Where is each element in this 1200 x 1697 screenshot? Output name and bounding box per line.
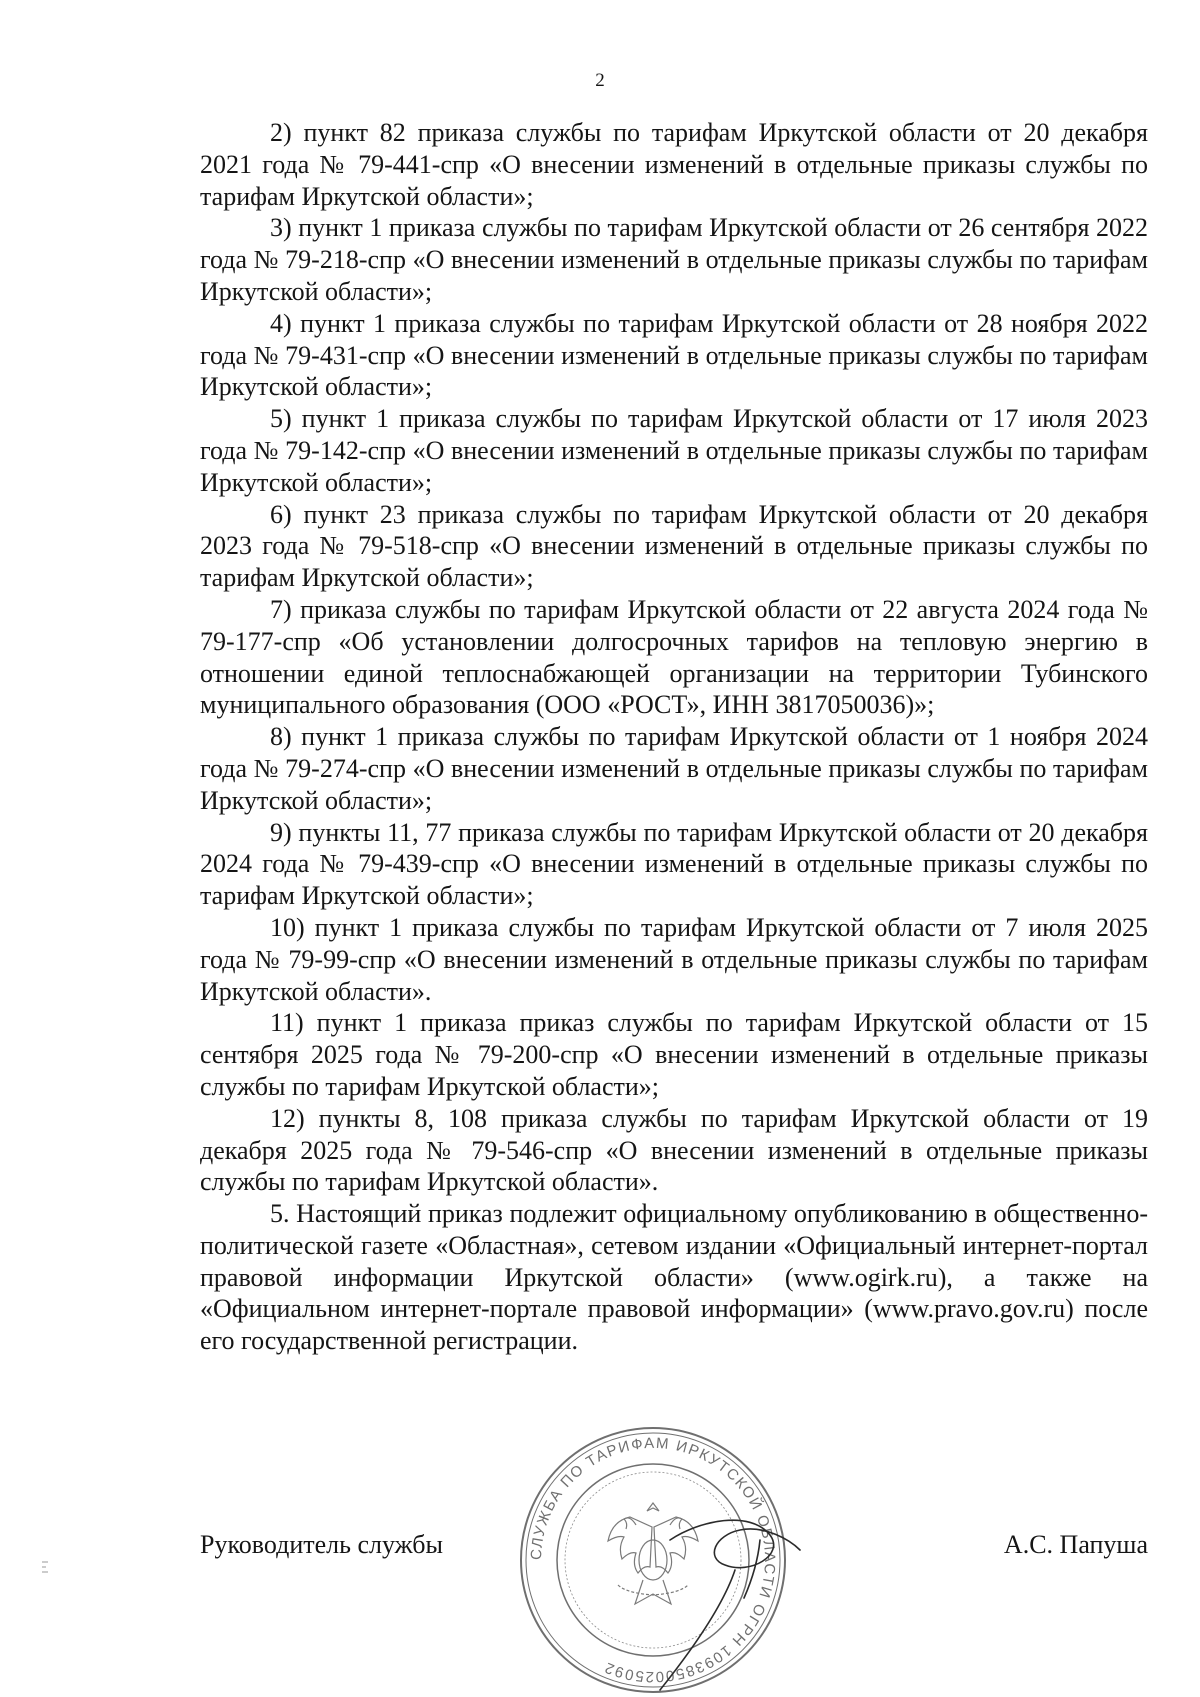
list-item: 8) пункт 1 приказа службы по тарифам Иркутской области от 1 ноября 2024 года № 79-274-спр «О внесении изменений в отдельные приказы службы по тарифам Иркутской области»; [200,722,1148,815]
document-body [200,117,1148,1357]
list-item: 2) пункт 82 приказа службы по тарифам Иркутской области от 20 декабря 2021 года № 79-441-спр «О внесении изменений в отдельные приказы службы по тарифам Иркутской области»; [200,118,1148,211]
list-item: 10) пункт 1 приказа службы по тарифам Иркутской области от 7 июля 2025 года № 79-99-спр «О внесении изменений в отдельные приказы службы по тарифам Иркутской области». [200,912,1148,1006]
signatory-name: А.С. Папуша [1003,1530,1148,1559]
scan-margin-mark [40,1560,50,1574]
list-item: 9) пункты 11, 77 приказа службы по тарифам Иркутской области от 20 декабря 2024 года № 79-439-спр «О внесении изменений в отдельные приказы службы по тарифам Иркутской области»; [200,817,1148,911]
publication-paragraph: 5. Настоящий приказ подлежит официальному опубликованию в общественно-политической газете «Областная», сетевом издании «Официальный интернет-портал правовой информации Иркутской области» (www.ogirk.ru), а также на «Официальном интернет-портале правовой информации» (www.pravo.gov.ru) после его государственной регистрации. [200,1199,1148,1356]
list-item: 5) пункт 1 приказа службы по тарифам Иркутской области от 17 июля 2023 года № 79-142-спр «О внесении изменений в отдельные приказы службы по тарифам Иркутской области»; [200,404,1148,497]
list-item: 3) пункт 1 приказа службы по тарифам Иркутской области от 26 сентября 2022 года № 79-218-спр «О внесении изменений в отдельные приказы службы по тарифам Иркутской области»; [200,213,1148,306]
list-item: 6) пункт 23 приказа службы по тарифам Иркутской области от 20 декабря 2023 года № 79-518-спр «О внесении изменений в отдельные приказы службы по тарифам Иркутской области»; [200,499,1148,593]
handwritten-signature [640,1480,860,1697]
list-item: 11) пункт 1 приказа приказ службы по тарифам Иркутской области от 15 сентября 2025 года № 79-200-спр «О внесении изменений в отдельные приказы службы по тарифам Иркутской области»; [200,1008,1148,1101]
page-number: 2 [595,70,605,91]
signatory-title: Руководитель службы [200,1530,443,1559]
list-item: 12) пункты 8, 108 приказа службы по тарифам Иркутской области от 19 декабря 2025 года № 79-546-спр «О внесении изменений в отдельные приказы службы по тарифам Иркутской области». [200,1103,1148,1197]
seal-outer-text: СЛУЖБА ПО ТАРИФАМ ИРКУТСКОЙ ОБЛАСТИ ОГРН 1093850025092 [527,1434,779,1686]
list-item: 7) приказа службы по тарифам Иркутской области от 22 августа 2024 года № 79-177-спр «Об установлении долгосрочных тарифов на тепловую энергию в отношении единой теплоснабжающей организации на территории Тубинского муниципального образования (ООО «РОСТ», ИНН 3817050036)»; [200,594,1148,720]
list-item: 4) пункт 1 приказа службы по тарифам Иркутской области от 28 ноября 2022 года № 79-431-спр «О внесении изменений в отдельные приказы службы по тарифам Иркутской области»; [200,308,1148,402]
